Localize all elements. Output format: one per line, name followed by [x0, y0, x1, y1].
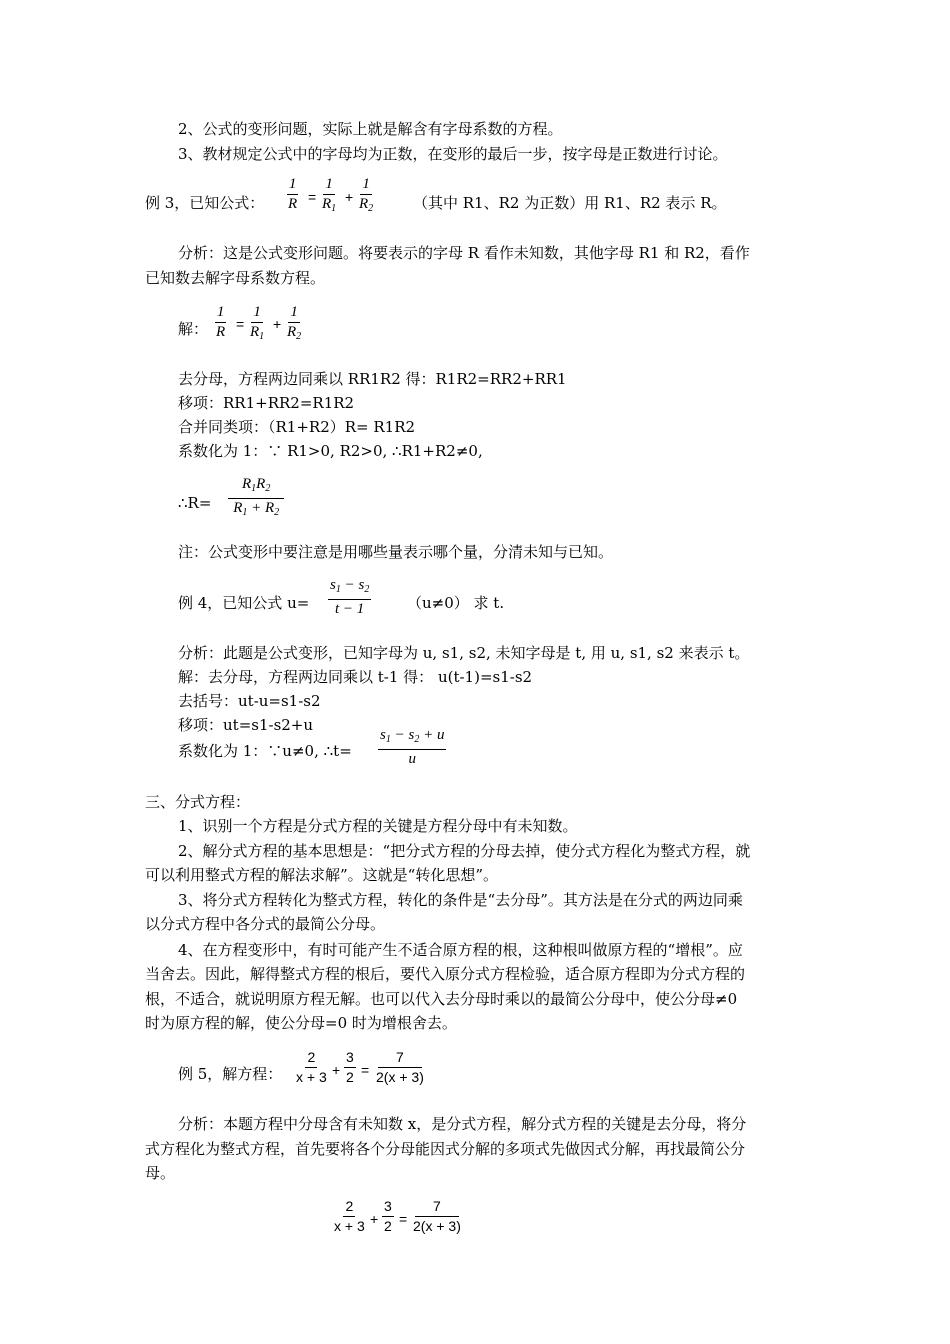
fraction-3-over-2: $\frac{3}{2}$ [384, 1198, 392, 1234]
analysis-line: 母。 [145, 1164, 176, 1182]
fraction-2-over-x-plus-3: $\frac{2}{x + 3}$ [296, 1049, 327, 1085]
paragraph-line: 当舍去。因此，解得整式方程的根后，要代入原分式方程检验，适合原方程即为分式方程的 [145, 965, 746, 983]
section-heading: 三、分式方程： [145, 793, 251, 811]
fraction-7-over-2x-plus-3: $\frac{7}{2(x + 3)}$ [413, 1198, 461, 1234]
step-line: 去分母，方程两边同乘以 RR1R2 得：R1R2=RR2+RR1 [178, 370, 567, 388]
paragraph-line: 以分式方程中各分式的最简公分母。 [145, 915, 386, 933]
equals-sign: = [236, 316, 245, 332]
paragraph-line: 3、将分式方程转化为整式方程，转化的条件是“去分母”。其方法是在分式的两边同乘 [178, 891, 743, 909]
plus-sign: + [273, 316, 282, 332]
paragraph-line: 1、识别一个方程是分式方程的关键是方程分母中有未知数。 [178, 817, 578, 835]
formula-1-over-R: $\frac{1}{R}$ [216, 304, 226, 340]
formula-1-over-R2: $\frac{1}{R_2}$ [287, 304, 302, 342]
paragraph-line: 根，不适合，就说明原方程无解。也可以代入去分母时乘以的最简公分母中，使公分母≠0 [145, 990, 738, 1008]
formula-t-result: $\frac{s_1 - s_2 + u}{u}$ [380, 727, 445, 767]
text-line: 2、公式的变形问题，实际上就是解含有字母系数的方程。 [178, 120, 563, 138]
analysis-line: 分析：此题是公式变形，已知字母为 u, s1, s2, 未知字母是 t, 用 u, s1, s2 来表示 t。 [178, 644, 750, 662]
example-4-label: 例 4，已知公式 u= [178, 594, 310, 612]
step-line: 系数化为 1：∵ R1>0, R2>0, ∴R1+R2≠0, [178, 442, 483, 460]
equals-sign: = [399, 1211, 408, 1227]
formula-R-result: $\frac{R_1R_2}{R_1 + R_2}$ [228, 476, 284, 521]
example-3-condition: （其中 R1、R2 为正数）用 R1、R2 表示 R。 [413, 194, 727, 212]
paragraph-line: 2、解分式方程的基本思想是：“把分式方程的分母去掉，使分式方程化为整式方程，就 [178, 842, 751, 860]
step-line: 移项：RR1+RR2=R1R2 [178, 394, 355, 412]
equals-sign: = [308, 189, 317, 205]
step-line: 移项：ut=s1-s2+u [178, 716, 314, 734]
formula-1-over-R: $\frac{1}{R}$ [288, 176, 298, 212]
formula-1-over-R2: $\frac{1}{R_2}$ [359, 176, 374, 214]
fraction-3-over-2: $\frac{3}{2}$ [346, 1049, 354, 1085]
analysis-line: 分析：本题方程中分母含有未知数 x，是分式方程，解分式方程的关键是去分母，将分 [178, 1115, 747, 1133]
equals-sign: = [361, 1062, 370, 1078]
plus-sign: + [345, 189, 354, 205]
paragraph-line: 时为原方程的解，使公分母=0 时为增根舍去。 [145, 1014, 457, 1032]
fraction-2-over-x-plus-3: $\frac{2}{x + 3}$ [334, 1198, 365, 1234]
example-3-label: 例 3，已知公式： [145, 194, 265, 212]
paragraph-line: 4、在方程变形中，有时可能产生不适合原方程的根，这种根叫做原方程的“增根”。应 [178, 941, 743, 959]
analysis-line: 分析：这是公式变形问题。将要表示的字母 R 看作未知数，其他字母 R1 和 R2，看作 [178, 244, 750, 262]
formula-1-over-R1: $\frac{1}{R_1}$ [250, 304, 265, 342]
step-line: 合并同类项：（R1+R2）R= R1R2 [178, 418, 416, 436]
step-line: 系数化为 1：∵u≠0, ∴t= [178, 742, 352, 760]
analysis-line: 已知数去解字母系数方程。 [145, 269, 326, 287]
solution-label: 解： [178, 320, 209, 338]
formula-u: $\frac{s_1 - s_2}{t - 1}$ [330, 577, 370, 617]
step-line: 去括号：ut-u=s1-s2 [178, 692, 321, 710]
result-label: ∴R= [178, 494, 212, 512]
text-line: 3、教材规定公式中的字母均为正数，在变形的最后一步，按字母是正数进行讨论。 [178, 145, 728, 163]
example-4-condition: （u≠0） 求 t. [407, 594, 505, 612]
example-5-label: 例 5，解方程： [178, 1065, 283, 1083]
note-line: 注：公式变形中要注意是用哪些量表示哪个量，分清未知与已知。 [178, 543, 614, 561]
step-line: 解：去分母，方程两边同乘以 t-1 得： u(t-1)=s1-s2 [178, 668, 533, 686]
fraction-7-over-2x-plus-3: $\frac{7}{2(x + 3)}$ [376, 1049, 424, 1085]
plus-sign: + [332, 1062, 341, 1078]
paragraph-line: 可以利用整式方程的解法求解”。这就是“转化思想”。 [145, 866, 499, 884]
analysis-line: 式方程化为整式方程，首先要将各个分母能因式分解的多项式先做因式分解，再找最简公分 [145, 1140, 746, 1158]
plus-sign: + [370, 1211, 379, 1227]
formula-1-over-R1: $\frac{1}{R_1}$ [322, 176, 337, 214]
